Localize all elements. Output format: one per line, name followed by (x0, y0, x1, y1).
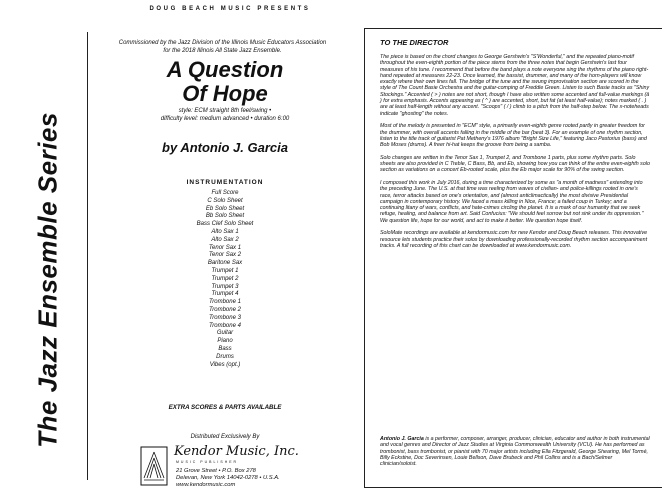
address-line-2: Delevan, New York 14042-0278 • U.S.A. (176, 475, 280, 481)
instrument-item: Trombone 3 (209, 314, 241, 321)
instrument-item: Full Score (211, 190, 239, 196)
instrument-item: Alto Sax 1 (211, 228, 239, 235)
director-paragraph: Most of the melody is presented in "ECM" style, a primarily even-eighth genre rooted partly in greater freedom for the drummer, with overall accents falling in the middle of the bar (beat 3). For an example of one rhythm section, listen to the title track of guitarist Pat Metheny's 1976 album "Bright Size Life," featuring Jaco Pastorius (bass) and Bob Moses (drums). A freer hi-hat keeps the groove from being a samba. (380, 123, 647, 149)
title-line-2: Of Hope (182, 81, 268, 106)
bio-text: is a performer, composer, arranger, producer, clinician, educator and author in both instrumental and vocal genres and Director of Jazz Studies at Virginia Commonwealth University (VCU). He has performed as trombonist, bass trombonist, or pianist with 70 major artists including Ella Fitzgerald, George Shearing, Mel Tormé, Billy Eckstine, Doc Severinsen, Louie Bellson, Dave Brubeck and Phil Collins and is a Bach/Selmer clinician/soloist. (380, 436, 650, 468)
composer-bio (380, 436, 650, 467)
composer-credit: by Antonio J. Garcia (162, 140, 288, 155)
director-notes (380, 54, 650, 256)
instrument-item: Piano (217, 338, 233, 345)
presents-header: DOUG BEACH MUSIC PRESENTS (149, 6, 311, 12)
instrument-item: Guitar (216, 330, 234, 337)
series-sidebar (0, 30, 80, 500)
style-info (100, 108, 350, 123)
instrument-item: Tenor Sax 2 (208, 252, 242, 259)
distributed-by: Distributed Exclusively By (190, 434, 260, 440)
commission-line-2: for the 2018 Illinois All State Jazz Ensemble. (163, 47, 282, 54)
publisher-subtitle: MUSIC PUBLISHER (176, 460, 239, 464)
instrument-item: Bass Clef Solo Sheet (196, 221, 254, 228)
piece-title (100, 58, 350, 106)
instrument-item: C Solo Sheet (207, 197, 243, 204)
publisher-address (176, 468, 280, 489)
instrument-item: Bass (218, 345, 232, 352)
instrument-item: Baritone Sax (207, 260, 243, 267)
right-panel-divider (364, 28, 365, 488)
publisher-block (140, 446, 340, 494)
director-paragraph: The piece is based on the chord changes to George Gershwin's "S'Wonderful," and the repeated piano-motif throughout the even-eighth portion of the piece stems from the three notes that begin Gershwin's last four measures of his tune. I recommend that before the band plays a note everyone sing the rhythms of the piano right-hand repeated at measures 22-23. Once learned, the bassist, drummer, and many of the horn-players will know exactly where their own lines fall. The bridge of the tune and the swung improvisation section are scored in the style of The Count Basie Orchestra and the guitar-comping of Freddie Green. Listen to such Basie tracks as "Shiny Stockings." Accented ( > ) notes are not short, though I have also written some accented and full-value markings (â ) for extra emphasis. Accents appearing as ( ^ ) are accented, short, but fat (at least half-value); notes marked ( . ) are at least half-length without any accent. "Scoops" ( / ) climb to a pitch from the half-step below. The x-noteheads indicate "ghosting" the notes. (380, 54, 650, 117)
instrument-item: Alto Sax 2 (211, 236, 239, 243)
director-paragraph: Solo changes are written in the Tenor Sax 1, Trumpet 2, and Trombone 1 parts, plus some rhythm parts. Solo sheets are also provided in C Treble, C Bass, Bb, and Eb, showing how you can think of the entire even-eighth solo section as variations on a concert Eb-rooted scale, plus the Eb major scale for 90% of the swing section. (380, 154, 650, 174)
director-heading: TO THE DIRECTOR (380, 38, 449, 47)
right-panel-bottom-rule (365, 487, 662, 488)
style-line-2: difficulty level: medium advanced • duration 6:00 (160, 115, 290, 122)
instrument-item: Trumpet 1 (211, 267, 239, 274)
series-title: The Jazz Ensemble Series (32, 112, 63, 448)
instrument-item: Trombone 2 (209, 306, 241, 313)
instrument-item: Trumpet 3 (211, 283, 239, 290)
instrument-item: Vibes (opt.) (209, 361, 241, 368)
director-paragraph: I composed this work in July 2016, during a time characterized by some as "a month of madness" extending into the preceding June. The U.S. at that time was reeling from waves of civilian- and police-killings rooted in one's race, terror attacks based on one's orientation, and (almost anticlimactically) the most divisive Presidential campaign in contemporary history. We faced a mass killing in Nice, France; a failed coup in Turkey; and a continuing litany of wars, conflicts, and hate-crimes circling the planet. It is a mark of our humanity that we seek refuge, healing, and balance from art. Said Confucius: "We should feel sorrow but not sink under its oppression." We question life, hope for our world, and act to make it better. We question hope itself. (380, 179, 644, 224)
instrument-item: Trumpet 2 (211, 275, 239, 282)
bio-name: Antonio J. Garcia (380, 436, 424, 442)
director-paragraph: SoloMate recordings are available at kendormusic.com for new Kendor and Doug Beach releases. This innovative resource lets students practice their solos by downloading professionally-recorded rhythm section accompaniment tracks. A full recording of this chart can be downloaded at www.kendormusic.com. (380, 230, 648, 249)
instrument-item: Tenor Sax 1 (208, 244, 242, 251)
instrument-item: Eb Solo Sheet (205, 205, 245, 212)
instrumentation-heading: INSTRUMENTATION (186, 179, 264, 186)
instrument-item: Trombone 4 (209, 322, 241, 329)
style-line-1: style: ECM straight 8th feel/swing • (178, 108, 272, 114)
instrument-item: Trombone 1 (209, 299, 241, 306)
extra-scores-note: EXTRA SCORES & PARTS AVAILABLE (168, 404, 282, 411)
publisher-website[interactable]: www.kendormusic.com (176, 482, 236, 488)
instrument-item: Bb Solo Sheet (205, 213, 245, 220)
instrumentation-list (100, 190, 350, 369)
right-panel-top-rule (365, 28, 662, 29)
left-divider (87, 32, 88, 480)
commission-note (100, 40, 345, 55)
title-line-1: A Question (166, 57, 284, 82)
kendor-logo-icon (140, 446, 168, 486)
instrument-item: Trumpet 4 (211, 291, 239, 298)
commission-line-1: Commissioned by the Jazz Division of the Illinois Music Educators Association (118, 40, 327, 46)
instrument-item: Drums (216, 353, 234, 360)
publisher-name: Kendor Music, Inc. (174, 444, 299, 459)
address-line-1: 21 Grove Street • P.O. Box 278 (176, 468, 256, 474)
